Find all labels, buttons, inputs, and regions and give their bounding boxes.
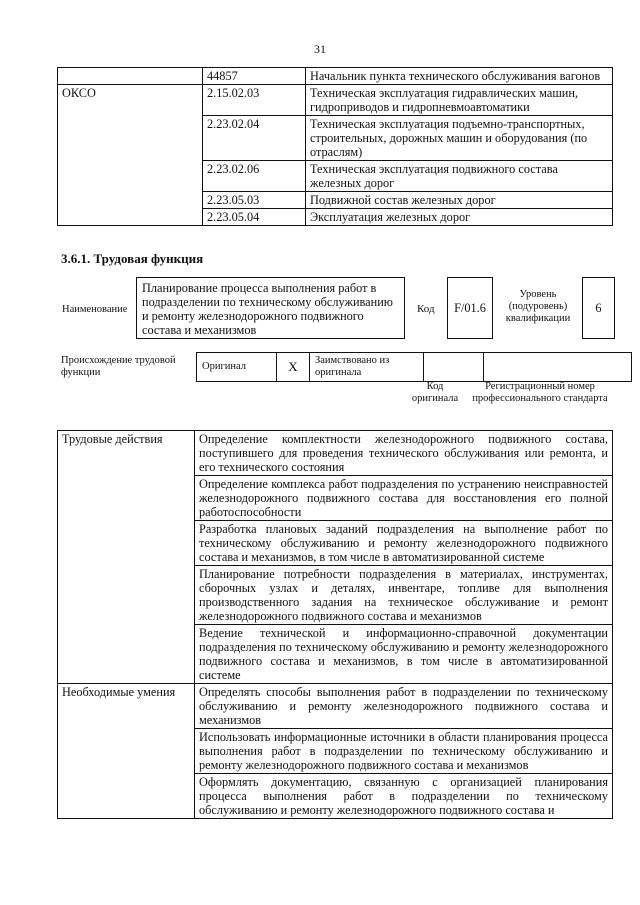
skill-item: Определять способы выполнения работ в подразделении по техническому обслуживанию и ремонту железнодорожного подвижного состава и механизмов	[195, 684, 613, 729]
code-cell: 2.23.02.04	[203, 116, 306, 161]
original-label: Оригинал	[197, 353, 277, 382]
original-code-cell	[424, 353, 484, 382]
registration-number-caption: Регистрационный номер профессионального стандарта	[472, 381, 608, 404]
table-row	[58, 431, 613, 476]
name-cell: Техническая эксплуатация подъемно-транспортных, строительных, дорожных машин и оборудования (по отраслям)	[306, 116, 613, 161]
name-cell: Эксплуатация железных дорог	[306, 209, 613, 226]
classifier-cell: ОКСО	[58, 85, 203, 226]
name-cell: Подвижной состав железных дорог	[306, 192, 613, 209]
function-name-value: Планирование процесса выполнения работ в подразделении по техническому обслуживанию и ремонту железнодорожного подвижного состава и механизмов	[136, 277, 405, 339]
function-code-value: F/01.6	[447, 277, 493, 339]
qualification-level-value: 6	[582, 277, 615, 339]
borrowed-label: Заимствовано из оригинала	[310, 353, 424, 382]
skill-item: Использовать информационные источники в области планирования процесса выполнения работ в подразделении по техническому обслуживанию и ремонту железнодорожного подвижного состава и механизмов	[195, 729, 613, 774]
table-row	[197, 353, 632, 382]
okso-table	[57, 67, 613, 226]
code-cell: 2.15.02.03	[203, 85, 306, 116]
labor-action-item: Определение комплектности железнодорожного подвижного состава, поступившего для проведения технического обслуживания или ремонта, и его технического состояния	[195, 431, 613, 476]
name-cell: Начальник пункта технического обслуживания вагонов	[306, 68, 613, 85]
code-cell: 44857	[203, 68, 306, 85]
code-cell: 2.23.05.04	[203, 209, 306, 226]
origin-table	[196, 352, 632, 382]
table-row	[58, 68, 613, 85]
function-code-label: Код	[417, 303, 435, 315]
skills-label: Необходимые умения	[58, 684, 195, 819]
code-cell: 2.23.02.06	[203, 161, 306, 192]
labor-action-item: Определение комплекса работ подразделения по устранению неисправностей железнодорожного подвижного состава для восстановления его полной работоспособности	[195, 476, 613, 521]
classifier-cell	[58, 68, 203, 85]
skill-item: Оформлять документацию, связанную с организацией планирования процесса выполнения работ в подразделении по техническому обслуживанию и ремонту железнодорожного подвижного состава и	[195, 774, 613, 819]
registration-number-cell	[484, 353, 632, 382]
qualification-level-label: Уровень (подуровень) квалификации	[505, 289, 571, 324]
labor-actions-label: Трудовые действия	[58, 431, 195, 684]
original-mark: X	[277, 353, 310, 382]
labor-action-item: Ведение технической и информационно-справочной документации подразделения по техническому обслуживанию и ремонту железнодорожного подвижного состава и механизмов, в том числе в автоматизированной системе	[195, 625, 613, 684]
page-number: 31	[314, 42, 326, 56]
labor-function-table	[57, 430, 613, 819]
name-cell: Техническая эксплуатация гидравлических машин, гидроприводов и гидропневмоавтоматики	[306, 85, 613, 116]
labor-action-item: Разработка плановых заданий подразделения на выполнение работ по техническому обслуживанию и ремонту железнодорожного подвижного состава и механизмов, в том числе в автоматизированной системе	[195, 521, 613, 566]
code-cell: 2.23.05.03	[203, 192, 306, 209]
name-cell: Техническая эксплуатация подвижного состава железных дорог	[306, 161, 613, 192]
function-name-label: Наименование	[62, 304, 128, 315]
table-row	[58, 85, 613, 116]
table-row	[58, 684, 613, 729]
origin-label: Происхождение трудовой функции	[61, 355, 176, 378]
original-code-caption: Код оригинала	[411, 381, 459, 404]
labor-action-item: Планирование потребности подразделения в материалах, инструментах, сборочных узлах и деталях, инвентаре, топливе для выполнения производственного задания на техническое обслуживание и ремонт железнодорожного подвижного состава и механизмов	[195, 566, 613, 625]
section-title: 3.6.1. Трудовая функция	[61, 251, 204, 266]
